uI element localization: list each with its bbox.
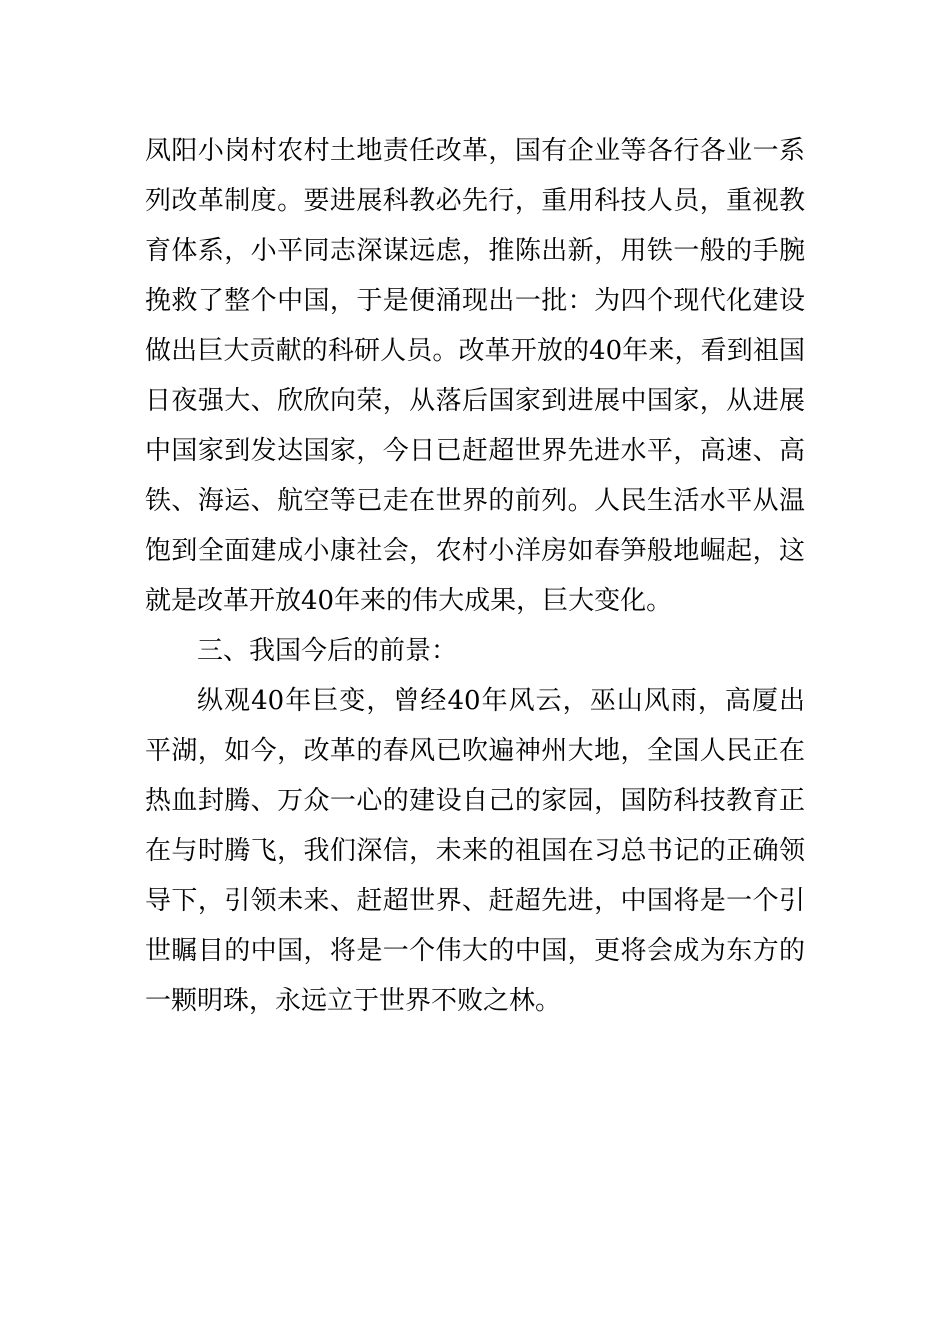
section-heading: 三、我国今后的前景： bbox=[197, 636, 458, 666]
document-body bbox=[145, 126, 805, 1026]
paragraph: 纵观40年巨变，曾经40年风云，巫山风雨，高厦出平湖，如今，改革的春风已吹遍神州大地，全国人民正在热血封腾、万众一心的建设自己的家园，国防科技教育正在与时腾飞，我们深信，未来的祖国在习总书记的正确领导下，引领未来、赶超世界、赶超先进，中国将是一个引世瞩目的中国，将是一个伟大的中国，更将会成为东方的一颗明珠，永远立于世界不败之林。 bbox=[145, 686, 805, 1016]
paragraph-continued: 凤阳小岗村农村土地责任改革，国有企业等各行各业一系列改革制度。要进展科教必先行，重用科技人员，重视教育体系，小平同志深谋远虑，推陈出新，用铁一般的手腕挽救了整个中国，于是便涌现出一批：为四个现代化建设做出巨大贡献的科研人员。改革开放的40年来，看到祖国日夜强大、欣欣向荣，从落后国家到进展中国家，从进展中国家到发达国家，今日已赶超世界先进水平，高速、高铁、海运、航空等已走在世界的前列。人民生活水平从温饱到全面建成小康社会，农村小洋房如春笋般地崛起，这就是改革开放40年来的伟大成果，巨大变化。 bbox=[145, 136, 805, 616]
